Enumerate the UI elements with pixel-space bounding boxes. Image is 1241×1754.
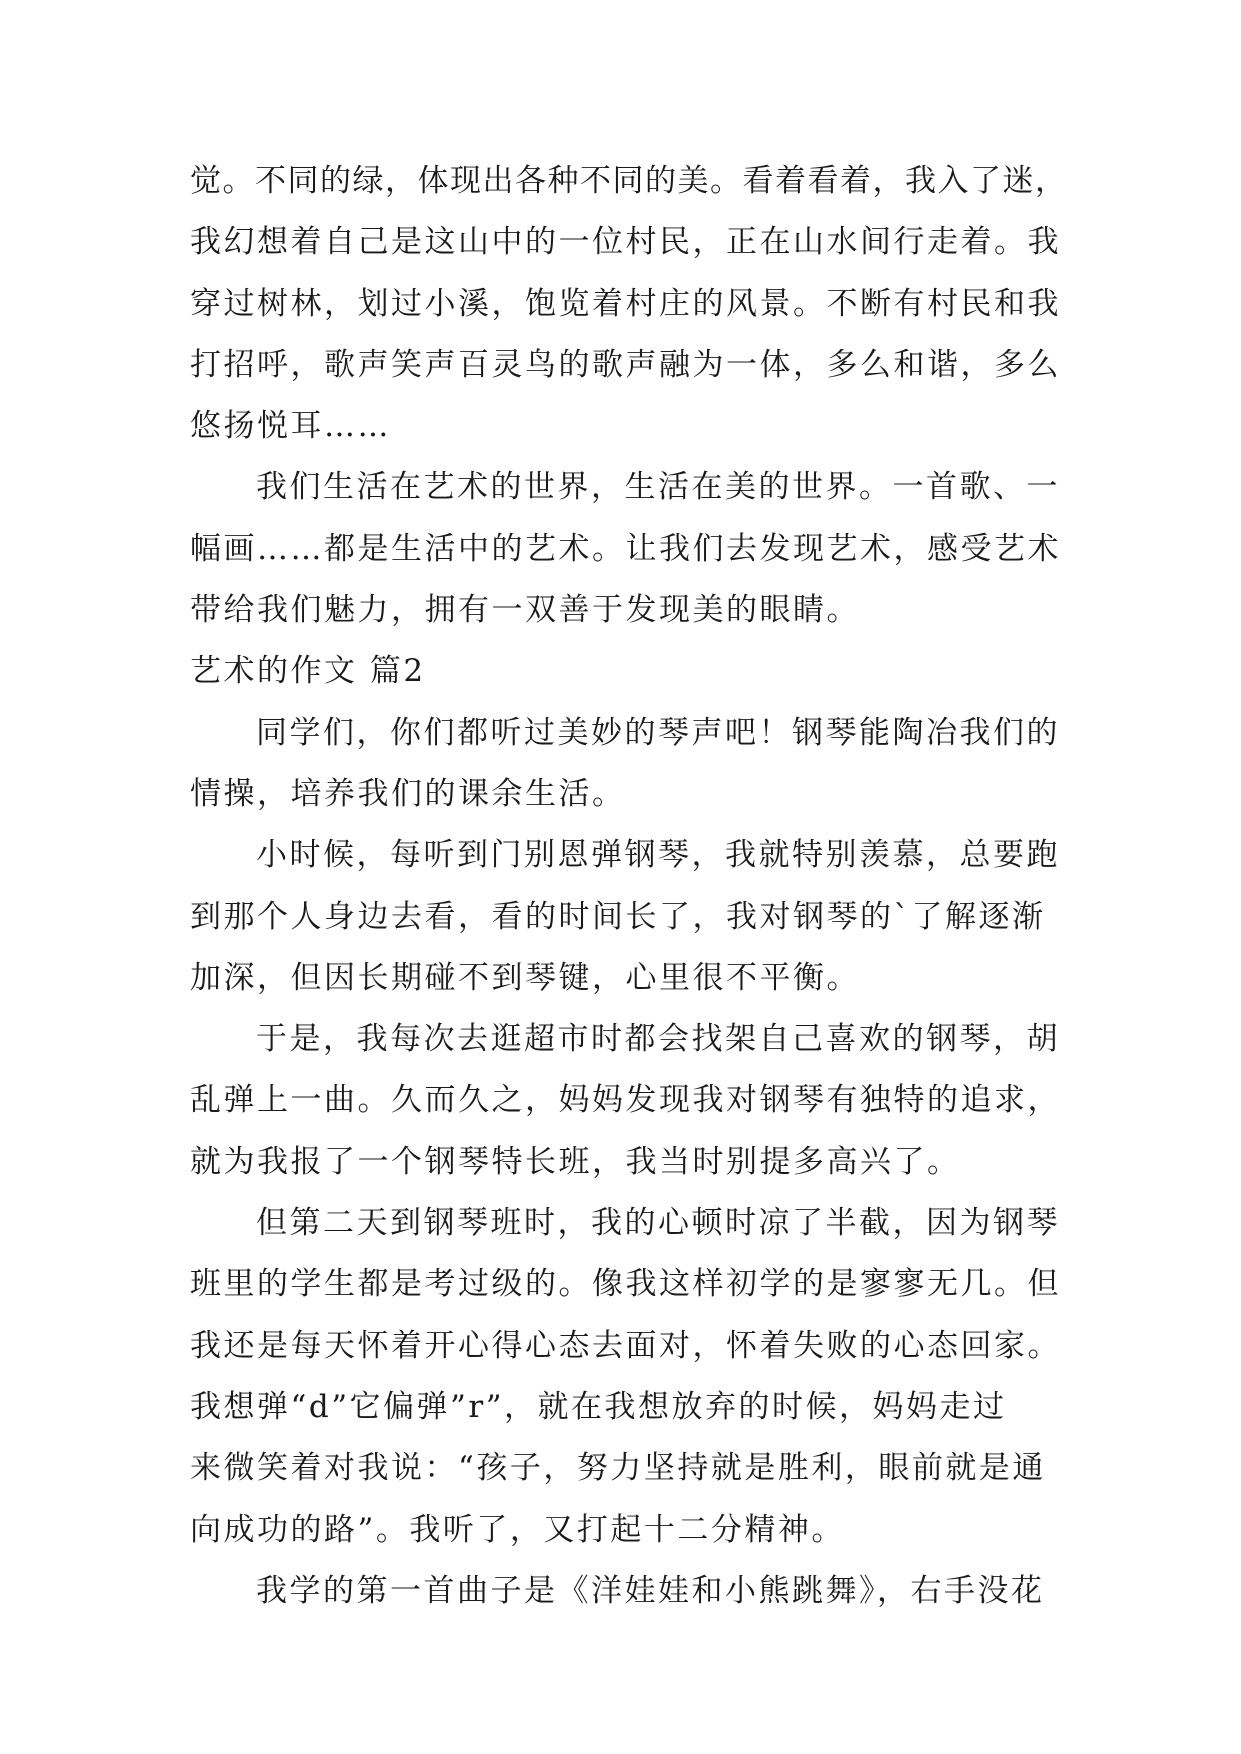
text-line: 乱弹上一曲。久而久之，妈妈发现我对钢琴有独特的追求， [190, 1082, 1061, 1119]
text-line: 到那个人身边去看，看的时间长了，我对钢琴的`了解逐渐 [190, 898, 1046, 935]
text-line: 来微笑着对我说：“孩子，努力坚持就是胜利，眼前就是通 [190, 1450, 1046, 1487]
text-line: 就为我报了一个钢琴特长班，我当时别提多高兴了。 [190, 1143, 961, 1180]
text-line: 打招呼，歌声笑声百灵鸟的歌声融为一体，多么和谐，多么 [190, 346, 1061, 383]
text-line: 我还是每天怀着开心得心态去面对，怀着失败的心态回家。 [190, 1327, 1061, 1364]
text-line: 带给我们魅力，拥有一双善于发现美的眼睛。 [190, 592, 860, 629]
text-line: 幅画……都是生活中的艺术。让我们去发现艺术，感受艺术 [190, 530, 1061, 567]
paragraph-start-line: 我们生活在艺术的世界，生活在美的世界。一首歌、一 [256, 469, 1060, 506]
text-line: 穿过树林，划过小溪，饱览着村庄的风景。不断有村民和我 [190, 285, 1061, 322]
paragraph-start-line: 同学们，你们都听过美妙的琴声吧！钢琴能陶冶我们的 [256, 714, 1060, 751]
paragraph-start-line: 于是，我每次去逛超市时都会找架自己喜欢的钢琴，胡 [256, 1021, 1060, 1058]
section-heading: 艺术的作文 篇2 [190, 653, 426, 690]
text-line: 情操，培养我们的课余生活。 [190, 775, 626, 812]
text-line: 觉。不同的绿，体现出各种不同的美。看着看着，我入了迷， [190, 163, 1068, 199]
paragraph-start-line: 我学的第一首曲子是《洋娃娃和小熊跳舞》，右手没花 [256, 1572, 1045, 1609]
text-line: 悠扬悦耳…… [190, 408, 391, 445]
document-body [190, 151, 1070, 1622]
paragraph-start-line: 小时候，每听到门别恩弹钢琴，我就特别羡慕，总要跑 [256, 837, 1060, 874]
text-line: 加深，但因长期碰不到琴键，心里很不平衡。 [190, 959, 860, 996]
paragraph-start-line: 但第二天到钢琴班时，我的心顿时凉了半截，因为钢琴 [256, 1205, 1060, 1242]
text-line: 我想弹“d”它偏弹”r”，就在我想放弃的时候，妈妈走过 [190, 1388, 1007, 1425]
text-line: 班里的学生都是考过级的。像我这样初学的是寥寥无几。但 [190, 1266, 1061, 1303]
text-line: 向成功的路”。我听了，又打起十二分精神。 [190, 1511, 845, 1548]
text-line: 我幻想着自己是这山中的一位村民，正在山水间行走着。我 [190, 224, 1061, 261]
